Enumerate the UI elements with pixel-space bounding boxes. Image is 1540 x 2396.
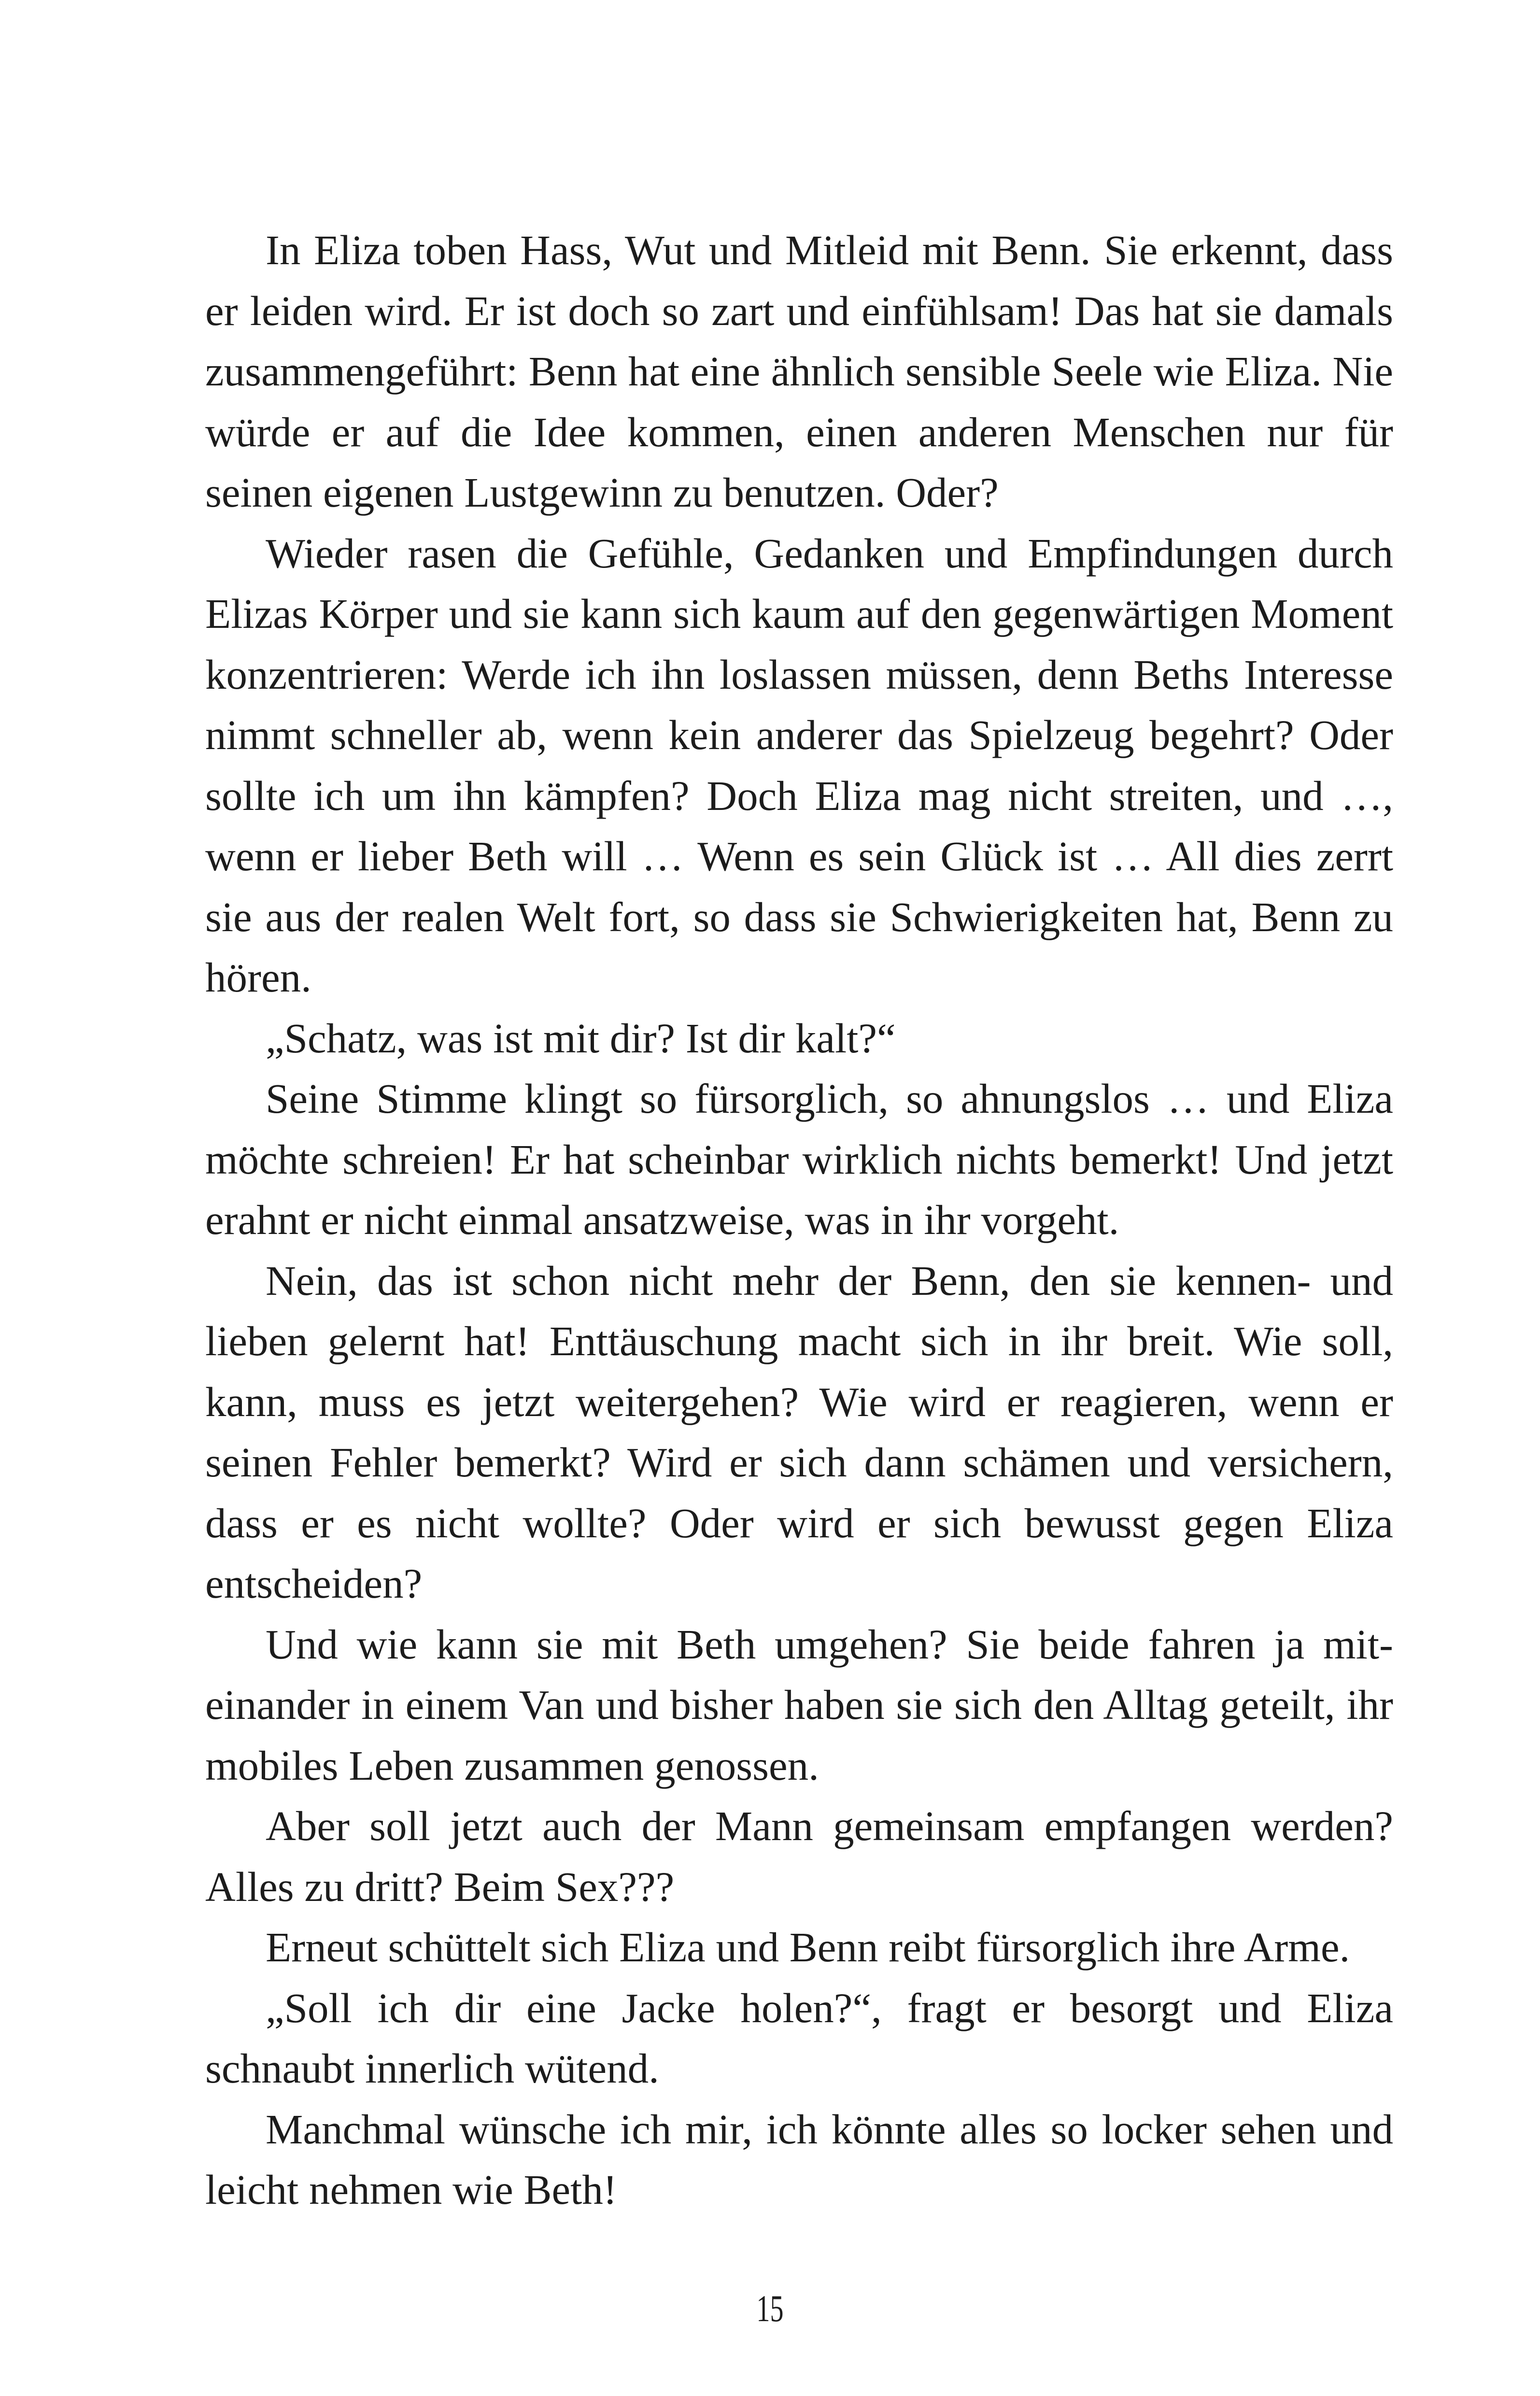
page-number: 15 [756,2287,784,2329]
paragraph-10: Manchmal wünsche ich mir, ich könnte alles so locker sehen und leicht nehmen wie Beth! [205,2105,1393,2213]
paragraph-5: Nein, das ist schon nicht mehr der Benn, den sie kennen- und lieben gelernt hat! Enttäuschung macht sich in ihr breit. Wie soll, kann, muss es jetzt weitergehen? Wie wird er reagieren, wenn er seinen Fehler bemerkt? Wird er sich dann schämen und versichern, dass er es nicht wollte? Oder wird er sich bewusst gegen Eliza entscheiden? [205,1257,1393,1607]
paragraph-2: Wieder rasen die Gefühle, Gedanken und Empfindungen durch Elizas Körper und sie kann sich kaum auf den gegenwärtigen Moment konzentrieren: Werde ich ihn loslassen müssen, denn Beths Interesse nimmt schneller ab, wenn kein anderer das Spielzeug begehrt? Oder sollte ich um ihn kämpfen? Doch Eliza mag nicht streiten, und …, wenn er lieber Beth will … Wenn es sein Glück ist … All dies zerrt sie aus der realen Welt fort, so dass sie Schwierigkeiten hat, Benn zu hören. [205,529,1393,1001]
body-text [205,220,1393,2220]
paragraph-7: Aber soll jetzt auch der Mann gemeinsam empfangen werden? Alles zu dritt? Beim Sex??? [205,1802,1393,1910]
paragraph-6: Und wie kann sie mit Beth umgehen? Sie beide fahren ja miteinander in einem Van und bisher haben sie sich den Alltag geteilt, ihr mobiles Leben zusammen genossen. [205,1620,1393,1789]
paragraph-1: In Eliza toben Hass, Wut und Mitleid mit Benn. Sie erkennt, dass er leiden wird. Er ist doch so zart und einfühlsam! Das hat sie damals zusammengeführt: Benn hat eine ähnlich sensible Seele wie Eliza. Nie würde er auf die Idee kommen, einen anderen Menschen nur für seinen eigenen Lustgewinn zu benutzen. Oder? [205,227,1393,516]
paragraph-3: „Schatz, was ist mit dir? Ist dir kalt?“ [266,1014,896,1062]
paragraph-9: „Soll ich dir eine Jacke holen?“, fragt er besorgt und Eliza schnaubt innerlich wütend. [205,1984,1393,2092]
paragraph-4: Seine Stimme klingt so fürsorglich, so ahnungslos … und Eliza möchte schreien! Er hat scheinbar wirklich nichts bemerkt! Und jetzt erahnt er nicht einmal ansatzweise, was in ihr vorgeht. [205,1075,1393,1243]
paragraph-8: Erneut schüttelt sich Eliza und Benn reibt fürsorglich ihre Arme. [266,1924,1350,1971]
